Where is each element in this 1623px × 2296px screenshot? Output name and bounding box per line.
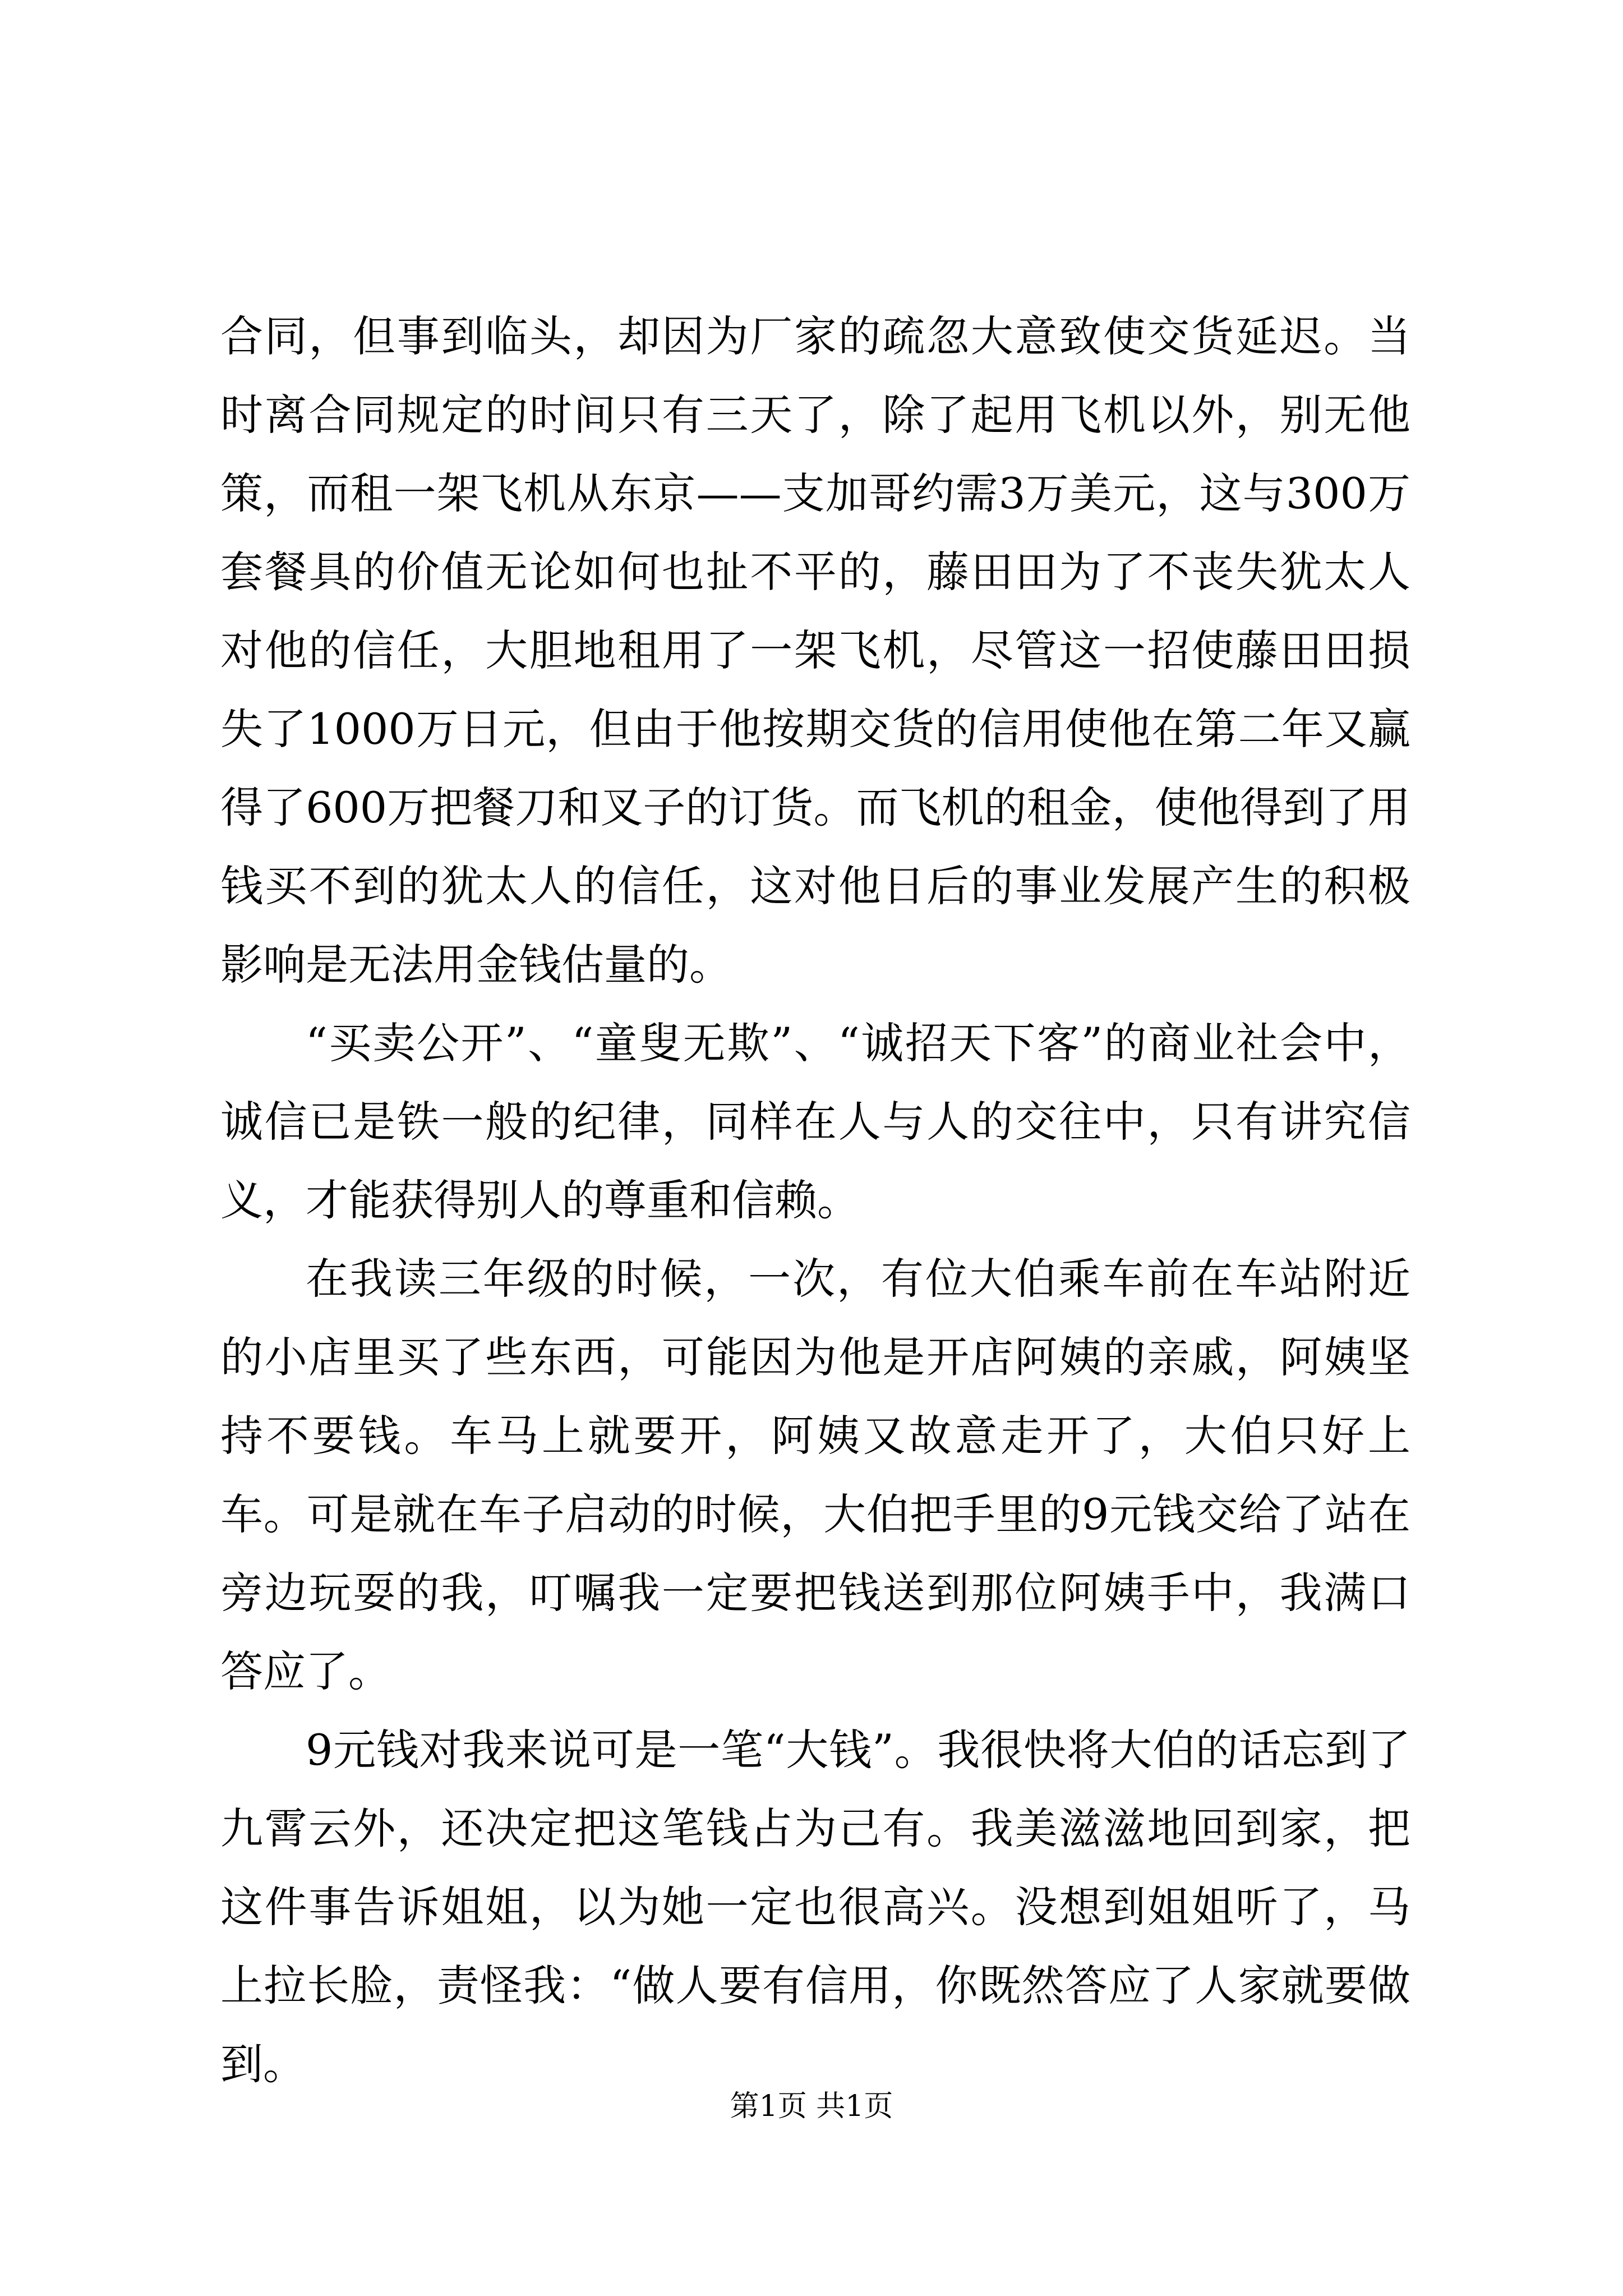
paragraph-1: 合同，但事到临头，却因为厂家的疏忽大意致使交货延迟。当时离合同规定的时间只有三天了，除了起用飞机以外，别无他策，而租一架飞机从东京——支加哥约需3万美元，这与300万套餐具的价值无论如何也扯不平的，藤田田为了不丧失犹太人对他的信任，大胆地租用了一架飞机，尽管这一招使藤田田损失了1000万日元，但由于他按期交货的信用使他在第二年又赢得了600万把餐刀和叉子的订货。而飞机的租金，使他得到了用钱买不到的犹太人的信任，这对他日后的事业发展产生的积极影响是无法用金钱估量的。 [220,311,1410,990]
paragraph-3: 在我读三年级的时候，一次，有位大伯乘车前在车站附近的小店里买了些东西，可能因为他是开店阿姨的亲戚，阿姨坚持不要钱。车马上就要开，阿姨又故意走开了，大伯只好上车。可是就在车子启动的时候，大伯把手里的9元钱交给了站在旁边玩耍的我，叮嘱我一定要把钱送到那位阿姨手中，我满口答应了。 [220,1254,1410,1696]
paragraph-4: 9元钱对我来说可是一笔“大钱”。我很快将大伯的话忘到了九霄云外，还决定把这笔钱占为己有。我美滋滋地回到家，把这件事告诉姐姐，以为她一定也很高兴。没想到姐姐听了，马上拉长脸，责怪我：“做人要有信用，你既然答应了人家就要做到。 [220,1725,1410,2089]
document-body [220,297,1410,2104]
page-footer: 第1页 共1页 [730,2090,893,2123]
paragraph-2: “买卖公开”、“童叟无欺”、“诚招天下客”的商业社会中，诚信已是铁一般的纪律，同样在人与人的交往中，只有讲究信义，才能获得别人的尊重和信赖。 [220,1018,1410,1225]
